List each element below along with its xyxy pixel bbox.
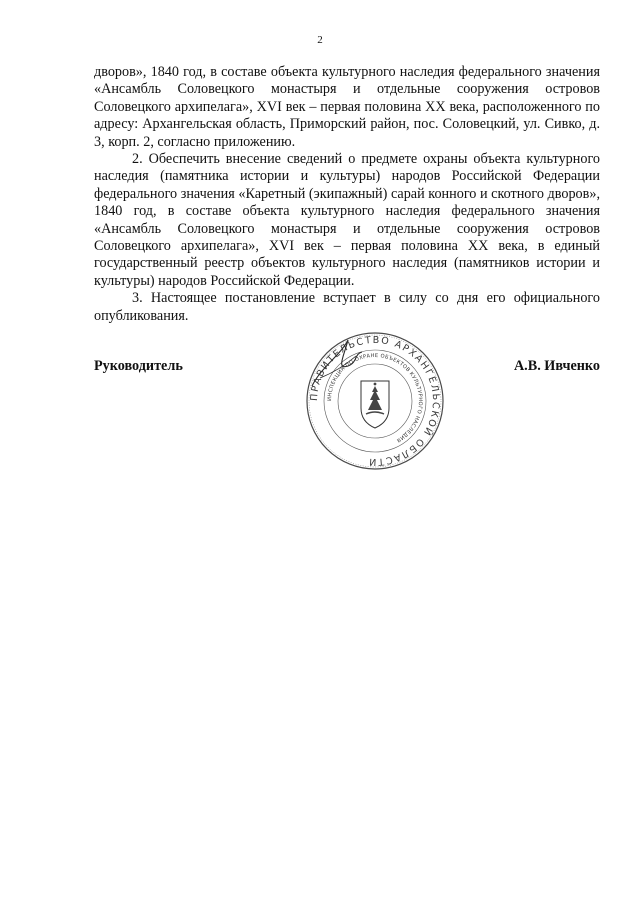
paragraph-item-2: 2. Обеспечить внесение сведений о предмете охраны объекта культурного наследия (памятника истории и культуры) народов Российской Федерации федерального значения «Каретный (экипажный) сарай конного и скотного дворов», 1840 год, в составе объекта культурного наследия федерального значения «Ансамбль Соловецкого монастыря и отдельные сооружения островов Соловецкого архипелага», XVI век – первая половина XX века, в единый государственный реестр объектов культурного наследия (памятников истории и культуры) народов Российской Федерации. (94, 151, 600, 289)
official-seal-stamp (300, 326, 450, 476)
paragraph-continuation: дворов», 1840 год, в составе объекта культурного наследия федерального значения «Ансамбль Соловецкого монастыря и отдельные сооружения островов Соловецкого архипелага», XVI век – первая половина XX века, расположенного по адресу: Архангельская область, Приморский район, пос. Соловецкий, ул. Сивко, д. 3, корп. 2, согласно приложению. (94, 64, 600, 150)
page-number: 2 (317, 34, 323, 46)
paragraph-item-3: 3. Настоящее постановление вступает в силу со дня его официального опубликования. (94, 290, 600, 324)
signature-name: А.В. Ивченко (513, 358, 600, 374)
document-body (94, 64, 600, 325)
signature-title: Руководитель (94, 358, 183, 374)
seal-inner-text: ИНСПЕКЦИЯ ПО ОХРАНЕ ОБЪЕКТОВ КУЛЬТУРНОГО НАСЛЕДИЯ (326, 352, 424, 444)
seal-outer-text: ПРАВИТЕЛЬСТВО АРХАНГЕЛЬСКОЙ ОБЛАСТИ (308, 334, 442, 468)
coat-of-arms-icon (361, 381, 389, 428)
seal-graphic (300, 326, 450, 476)
